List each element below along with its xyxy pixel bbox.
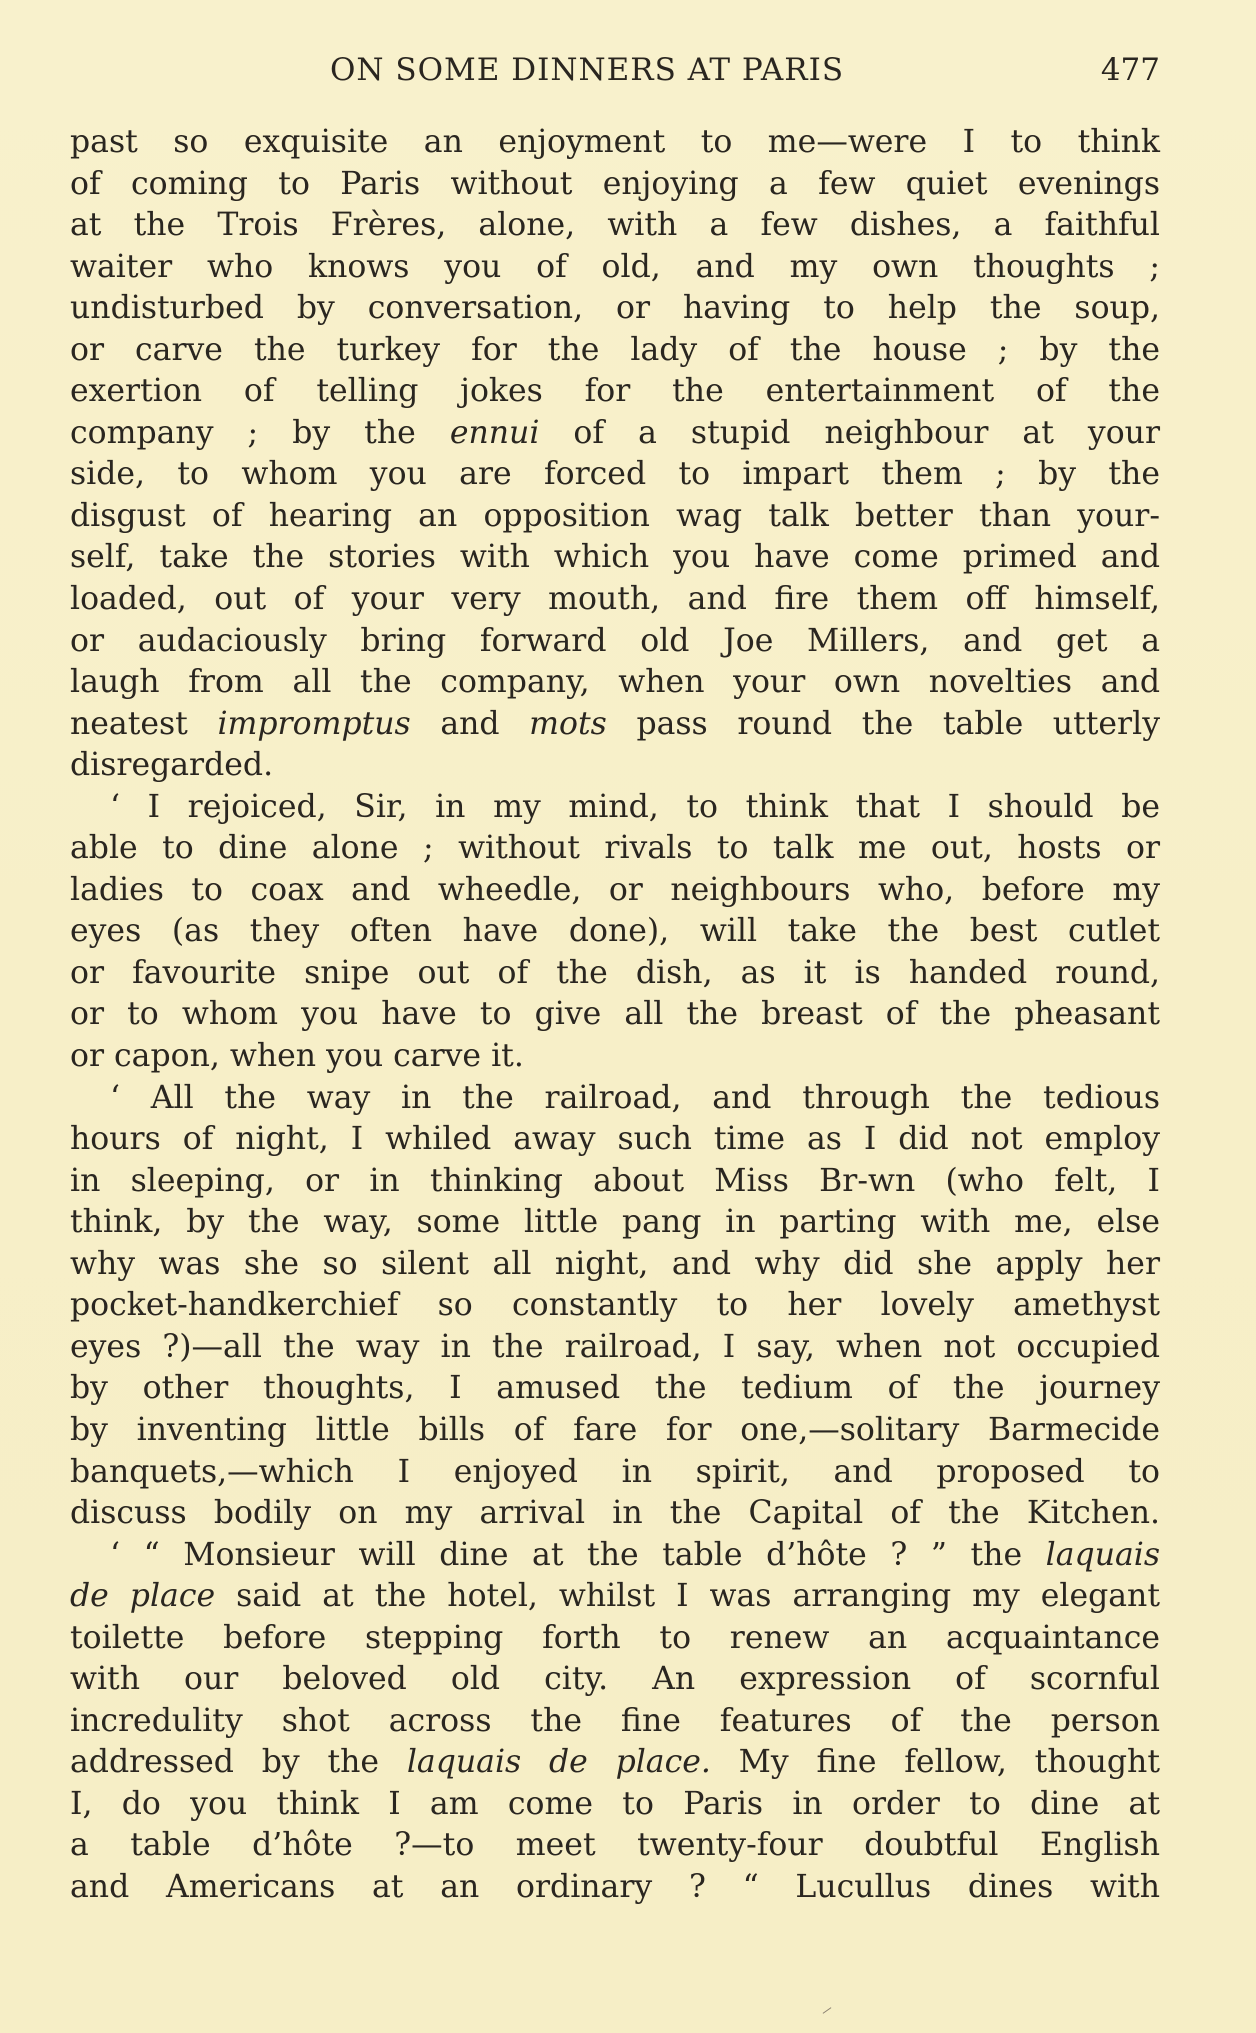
line-text: ‘ I rejoiced, Sir, in my mind, to think that I should be	[110, 788, 1160, 825]
text-line	[70, 454, 1160, 496]
line-text: ladies to coax and wheedle, or neighbours who, before my	[70, 871, 1160, 908]
line-text: of coming to Paris without enjoying a few quiet evenings	[70, 165, 1160, 202]
italic-term: mots	[529, 705, 607, 742]
italic-term: laquais	[1045, 1536, 1160, 1573]
line-text: pass round the table utterly	[606, 705, 1160, 742]
line-text: loaded, out of your very mouth, and fire them off himself,	[70, 581, 1160, 618]
text-line	[70, 1452, 1160, 1494]
line-text: with our beloved old city. An expression of scornful	[70, 1661, 1160, 1698]
line-text: neatest	[70, 705, 218, 742]
line-text: or carve the turkey for the lady of the house ; by the	[70, 331, 1160, 368]
text-line	[70, 1036, 1160, 1078]
line-text: self, take the stories with which you have come primed and	[70, 539, 1160, 576]
line-text: side, to whom you are forced to impart them ; by the	[70, 456, 1160, 493]
line-text: pocket-handkerchief so constantly to her lovely amethyst	[70, 1287, 1160, 1324]
text-line	[70, 330, 1160, 372]
page-header	[330, 46, 1160, 94]
line-text: or capon, when you carve it.	[70, 1038, 524, 1075]
text-line	[70, 828, 1160, 870]
text-line	[70, 1742, 1160, 1784]
line-text: eyes (as they often have done), will take the best cutlet	[70, 913, 1160, 950]
text-line	[70, 1368, 1160, 1410]
text-line	[70, 1618, 1160, 1660]
text-line	[70, 1867, 1160, 1909]
line-text: disgust of hearing an opposition wag talk better than your-	[70, 497, 1160, 534]
text-line	[70, 662, 1160, 704]
line-text: or to whom you have to give all the breast of the pheasant	[70, 996, 1160, 1033]
text-line	[70, 1659, 1160, 1701]
text-line	[70, 371, 1160, 413]
text-line	[70, 1327, 1160, 1369]
line-text: laugh from all the company, when your own novelties and	[70, 664, 1160, 701]
text-line	[70, 787, 1160, 829]
line-text: waiter who knows you of old, and my own thoughts ;	[70, 248, 1160, 285]
line-text: in sleeping, or in thinking about Miss Br-wn (who felt, I	[70, 1162, 1160, 1199]
line-text: or audaciously bring forward old Joe Millers, and get a	[70, 622, 1160, 659]
text-line	[70, 1784, 1160, 1826]
line-text: discuss bodily on my arrival in the Capital of the Kitchen.	[70, 1495, 1160, 1532]
italic-term: impromptus	[217, 705, 411, 742]
page-number: 477	[1100, 52, 1160, 88]
line-text: company ; by the	[70, 414, 450, 451]
text-line	[70, 704, 1160, 746]
text-line	[70, 1119, 1160, 1161]
text-line	[70, 1078, 1160, 1120]
text-line	[70, 1535, 1160, 1577]
text-line	[70, 1244, 1160, 1286]
text-line	[70, 1493, 1160, 1535]
line-text: ‘ “ Monsieur will dine at the table d’hôte ? ” the	[110, 1536, 1046, 1573]
line-text: of a stupid neighbour at your	[539, 414, 1160, 451]
text-line	[70, 870, 1160, 912]
line-text: and	[410, 705, 530, 742]
text-line	[70, 496, 1160, 538]
text-line	[70, 745, 1160, 787]
text-line	[70, 621, 1160, 663]
line-text: toilette before stepping forth to renew an acquaintance	[70, 1619, 1160, 1656]
ink-mark	[823, 2007, 832, 2014]
text-line	[70, 537, 1160, 579]
italic-term: de place	[70, 1578, 216, 1615]
text-line	[70, 164, 1160, 206]
text-line	[70, 413, 1160, 455]
line-text: past so exquisite an enjoyment to me—were I to think	[70, 124, 1160, 160]
text-line	[70, 1576, 1160, 1618]
line-text: ‘ All the way in the railroad, and through the tedious	[110, 1079, 1160, 1116]
line-text: banquets,—which I enjoyed in spirit, and proposed to	[70, 1453, 1160, 1490]
line-text: exertion of telling jokes for the entertainment of the	[70, 373, 1160, 410]
text-line	[70, 1701, 1160, 1743]
text-line	[70, 911, 1160, 953]
line-text: at the Trois Frères, alone, with a few dishes, a faithful	[70, 207, 1160, 244]
text-line	[70, 579, 1160, 621]
line-text: think, by the way, some little pang in parting with me, else	[70, 1204, 1160, 1241]
line-text: by inventing little bills of fare for one,—solitary Barmecide	[70, 1411, 1160, 1448]
running-title: ON SOME DINNERS AT PARIS	[330, 52, 845, 88]
text-line	[70, 953, 1160, 995]
line-text: and Americans at an ordinary ? “ Lucullus dines with	[70, 1868, 1160, 1905]
line-text: said at the hotel, whilst I was arranging my elegant	[215, 1578, 1161, 1615]
line-text: hours of night, I whiled away such time as I did not employ	[70, 1121, 1160, 1158]
line-text: a table d’hôte ?—to meet twenty-four doubtful English	[70, 1827, 1160, 1864]
text-line	[70, 247, 1160, 289]
line-text: undisturbed by conversation, or having to help the soup,	[70, 290, 1160, 327]
line-text: incredulity shot across the fine features of the person	[70, 1702, 1160, 1739]
line-text: why was she so silent all night, and why did she apply her	[70, 1245, 1160, 1282]
text-line	[70, 994, 1160, 1036]
line-text: I, do you think I am come to Paris in order to dine at	[70, 1785, 1160, 1822]
text-line	[70, 1202, 1160, 1244]
italic-term: laquais de place.	[406, 1744, 711, 1781]
text-line	[70, 122, 1160, 164]
line-text: or favourite snipe out of the dish, as it is handed round,	[70, 954, 1160, 991]
line-text: able to dine alone ; without rivals to talk me out, hosts or	[70, 830, 1160, 867]
text-line	[70, 1825, 1160, 1867]
line-text: addressed by the	[70, 1744, 407, 1781]
italic-term: ennui	[449, 414, 540, 451]
text-line	[70, 205, 1160, 247]
line-text: My fine fellow, thought	[710, 1744, 1160, 1781]
line-text: by other thoughts, I amused the tedium of the journey	[70, 1370, 1160, 1407]
text-line	[70, 1285, 1160, 1327]
text-line	[70, 1410, 1160, 1452]
line-text: eyes ?)—all the way in the railroad, I say, when not occupied	[70, 1328, 1160, 1365]
body-text	[70, 122, 1160, 1909]
line-text: disregarded.	[70, 747, 274, 784]
text-line	[70, 288, 1160, 330]
text-line	[70, 1161, 1160, 1203]
